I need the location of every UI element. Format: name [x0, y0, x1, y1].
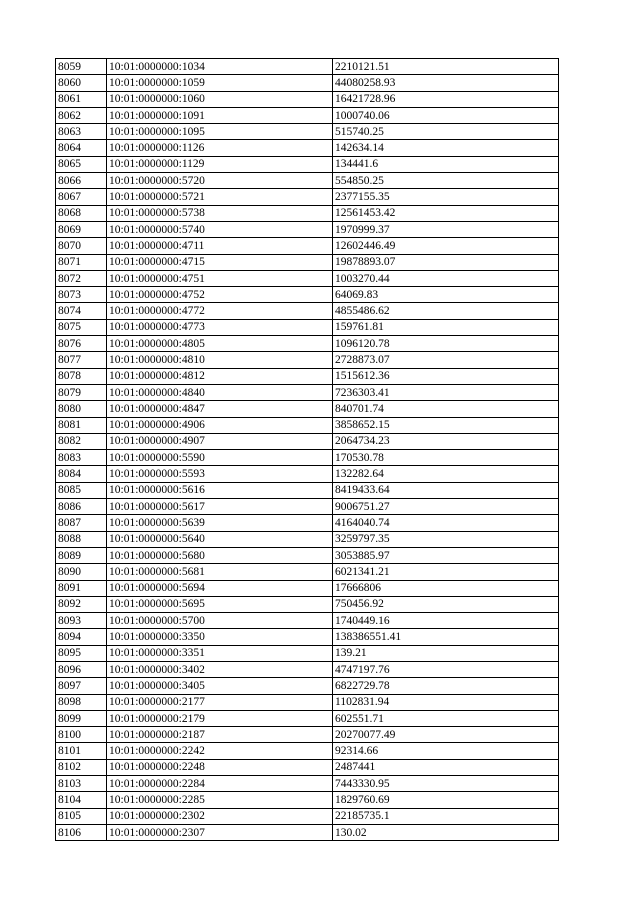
cadastral-number-cell: 10:01:0000000:4752 — [107, 287, 333, 303]
row-number-cell: 8072 — [56, 270, 107, 286]
cadastral-number-cell: 10:01:0000000:2307 — [107, 824, 333, 840]
value-cell: 12561453.42 — [333, 205, 559, 221]
table-row — [56, 515, 559, 531]
value-cell: 2728873.07 — [333, 352, 559, 368]
row-number-cell: 8070 — [56, 238, 107, 254]
row-number-cell: 8079 — [56, 384, 107, 400]
row-number-cell: 8061 — [56, 91, 107, 107]
cadastral-number-cell: 10:01:0000000:4812 — [107, 368, 333, 384]
row-number-cell: 8106 — [56, 824, 107, 840]
cadastral-number-cell: 10:01:0000000:5590 — [107, 450, 333, 466]
row-number-cell: 8062 — [56, 107, 107, 123]
value-cell: 6822729.78 — [333, 678, 559, 694]
table-row — [56, 727, 559, 743]
row-number-cell: 8063 — [56, 124, 107, 140]
cadastral-number-cell: 10:01:0000000:5738 — [107, 205, 333, 221]
table-row — [56, 352, 559, 368]
table-row — [56, 384, 559, 400]
table-row — [56, 107, 559, 123]
table-row — [56, 596, 559, 612]
table-row — [56, 564, 559, 580]
cadastral-number-cell: 10:01:0000000:2179 — [107, 710, 333, 726]
row-number-cell: 8095 — [56, 645, 107, 661]
value-cell: 16421728.96 — [333, 91, 559, 107]
row-number-cell: 8094 — [56, 629, 107, 645]
table-row — [56, 59, 559, 75]
table-row — [56, 254, 559, 270]
cadastral-number-cell: 10:01:0000000:4810 — [107, 352, 333, 368]
value-cell: 602551.71 — [333, 710, 559, 726]
cadastral-number-cell: 10:01:0000000:3350 — [107, 629, 333, 645]
cadastral-number-cell: 10:01:0000000:1129 — [107, 156, 333, 172]
table-row — [56, 645, 559, 661]
value-cell: 138386551.41 — [333, 629, 559, 645]
row-number-cell: 8084 — [56, 466, 107, 482]
table-row — [56, 336, 559, 352]
value-cell: 2210121.51 — [333, 59, 559, 75]
cadastral-number-cell: 10:01:0000000:2242 — [107, 743, 333, 759]
cadastral-number-cell: 10:01:0000000:2302 — [107, 808, 333, 824]
value-cell: 12602446.49 — [333, 238, 559, 254]
row-number-cell: 8089 — [56, 547, 107, 563]
table-body — [56, 59, 559, 841]
table-row — [56, 743, 559, 759]
table-row — [56, 173, 559, 189]
table-row — [56, 613, 559, 629]
value-cell: 515740.25 — [333, 124, 559, 140]
table-row — [56, 824, 559, 840]
cadastral-number-cell: 10:01:0000000:2248 — [107, 759, 333, 775]
cadastral-number-cell: 10:01:0000000:4773 — [107, 319, 333, 335]
cadastral-number-cell: 10:01:0000000:4840 — [107, 384, 333, 400]
cadastral-number-cell: 10:01:0000000:5694 — [107, 580, 333, 596]
row-number-cell: 8098 — [56, 694, 107, 710]
table-row — [56, 189, 559, 205]
cadastral-number-cell: 10:01:0000000:2285 — [107, 792, 333, 808]
table-row — [56, 91, 559, 107]
table-row — [56, 221, 559, 237]
value-cell: 134441.6 — [333, 156, 559, 172]
value-cell: 1515612.36 — [333, 368, 559, 384]
row-number-cell: 8086 — [56, 499, 107, 515]
row-number-cell: 8102 — [56, 759, 107, 775]
row-number-cell: 8066 — [56, 173, 107, 189]
row-number-cell: 8080 — [56, 401, 107, 417]
value-cell: 64069.83 — [333, 287, 559, 303]
cadastral-number-cell: 10:01:0000000:4751 — [107, 270, 333, 286]
value-cell: 2487441 — [333, 759, 559, 775]
cadastral-number-cell: 10:01:0000000:5720 — [107, 173, 333, 189]
value-cell: 9006751.27 — [333, 499, 559, 515]
cadastral-number-cell: 10:01:0000000:4805 — [107, 336, 333, 352]
value-cell: 4747197.76 — [333, 661, 559, 677]
row-number-cell: 8081 — [56, 417, 107, 433]
row-number-cell: 8104 — [56, 792, 107, 808]
cadastral-number-cell: 10:01:0000000:1095 — [107, 124, 333, 140]
row-number-cell: 8077 — [56, 352, 107, 368]
value-cell: 130.02 — [333, 824, 559, 840]
cadastral-number-cell: 10:01:0000000:1091 — [107, 107, 333, 123]
value-cell: 3858652.15 — [333, 417, 559, 433]
value-cell: 132282.64 — [333, 466, 559, 482]
row-number-cell: 8064 — [56, 140, 107, 156]
value-cell: 19878893.07 — [333, 254, 559, 270]
table-row — [56, 140, 559, 156]
table-row — [56, 531, 559, 547]
cadastral-number-cell: 10:01:0000000:4711 — [107, 238, 333, 254]
table-row — [56, 319, 559, 335]
cadastral-number-cell: 10:01:0000000:3351 — [107, 645, 333, 661]
row-number-cell: 8074 — [56, 303, 107, 319]
value-cell: 139.21 — [333, 645, 559, 661]
value-cell: 1102831.94 — [333, 694, 559, 710]
row-number-cell: 8087 — [56, 515, 107, 531]
cadastral-number-cell: 10:01:0000000:5700 — [107, 613, 333, 629]
cadastral-number-cell: 10:01:0000000:5681 — [107, 564, 333, 580]
value-cell: 554850.25 — [333, 173, 559, 189]
table-row — [56, 808, 559, 824]
row-number-cell: 8078 — [56, 368, 107, 384]
row-number-cell: 8105 — [56, 808, 107, 824]
value-cell: 1829760.69 — [333, 792, 559, 808]
value-cell: 92314.66 — [333, 743, 559, 759]
row-number-cell: 8090 — [56, 564, 107, 580]
table-row — [56, 401, 559, 417]
row-number-cell: 8092 — [56, 596, 107, 612]
value-cell: 6021341.21 — [333, 564, 559, 580]
row-number-cell: 8082 — [56, 433, 107, 449]
row-number-cell: 8093 — [56, 613, 107, 629]
value-cell: 142634.14 — [333, 140, 559, 156]
table-row — [56, 499, 559, 515]
cadastral-number-cell: 10:01:0000000:1034 — [107, 59, 333, 75]
row-number-cell: 8059 — [56, 59, 107, 75]
row-number-cell: 8065 — [56, 156, 107, 172]
table-row — [56, 205, 559, 221]
value-cell: 1970999.37 — [333, 221, 559, 237]
value-cell: 840701.74 — [333, 401, 559, 417]
value-cell: 1740449.16 — [333, 613, 559, 629]
cadastral-number-cell: 10:01:0000000:5695 — [107, 596, 333, 612]
value-cell: 44080258.93 — [333, 75, 559, 91]
table-row — [56, 776, 559, 792]
value-cell: 4164040.74 — [333, 515, 559, 531]
cadastral-number-cell: 10:01:0000000:5617 — [107, 499, 333, 515]
value-cell: 2377155.35 — [333, 189, 559, 205]
table-row — [56, 124, 559, 140]
row-number-cell: 8067 — [56, 189, 107, 205]
cadastral-number-cell: 10:01:0000000:5616 — [107, 482, 333, 498]
cadastral-number-cell: 10:01:0000000:4772 — [107, 303, 333, 319]
table-row — [56, 547, 559, 563]
cadastral-number-cell: 10:01:0000000:5640 — [107, 531, 333, 547]
cadastral-number-cell: 10:01:0000000:5721 — [107, 189, 333, 205]
row-number-cell: 8075 — [56, 319, 107, 335]
table-row — [56, 482, 559, 498]
value-cell: 7236303.41 — [333, 384, 559, 400]
table-row — [56, 238, 559, 254]
table-row — [56, 433, 559, 449]
table-row — [56, 75, 559, 91]
table-row — [56, 287, 559, 303]
row-number-cell: 8097 — [56, 678, 107, 694]
cadastral-number-cell: 10:01:0000000:5740 — [107, 221, 333, 237]
row-number-cell: 8085 — [56, 482, 107, 498]
cadastral-number-cell: 10:01:0000000:4715 — [107, 254, 333, 270]
cadastral-number-cell: 10:01:0000000:2187 — [107, 727, 333, 743]
table-row — [56, 270, 559, 286]
value-cell: 3259797.35 — [333, 531, 559, 547]
cadastral-number-cell: 10:01:0000000:5593 — [107, 466, 333, 482]
table-row — [56, 678, 559, 694]
table-row — [56, 629, 559, 645]
cadastral-number-cell: 10:01:0000000:2177 — [107, 694, 333, 710]
value-cell: 2064734.23 — [333, 433, 559, 449]
table-row — [56, 792, 559, 808]
row-number-cell: 8068 — [56, 205, 107, 221]
table-row — [56, 661, 559, 677]
table-row — [56, 466, 559, 482]
row-number-cell: 8088 — [56, 531, 107, 547]
value-cell: 17666806 — [333, 580, 559, 596]
table-row — [56, 303, 559, 319]
cadastral-number-cell: 10:01:0000000:5639 — [107, 515, 333, 531]
value-cell: 1096120.78 — [333, 336, 559, 352]
table-row — [56, 450, 559, 466]
cadastral-number-cell: 10:01:0000000:5680 — [107, 547, 333, 563]
table-row — [56, 417, 559, 433]
row-number-cell: 8083 — [56, 450, 107, 466]
value-cell: 3053885.97 — [333, 547, 559, 563]
value-cell: 8419433.64 — [333, 482, 559, 498]
cadastral-number-cell: 10:01:0000000:1060 — [107, 91, 333, 107]
value-cell: 750456.92 — [333, 596, 559, 612]
cadastral-number-cell: 10:01:0000000:1126 — [107, 140, 333, 156]
row-number-cell: 8099 — [56, 710, 107, 726]
value-cell: 159761.81 — [333, 319, 559, 335]
row-number-cell: 8069 — [56, 221, 107, 237]
cadastral-number-cell: 10:01:0000000:3405 — [107, 678, 333, 694]
cadastral-number-cell: 10:01:0000000:3402 — [107, 661, 333, 677]
table-row — [56, 580, 559, 596]
cadastral-number-cell: 10:01:0000000:4907 — [107, 433, 333, 449]
row-number-cell: 8101 — [56, 743, 107, 759]
table-row — [56, 710, 559, 726]
value-cell: 4855486.62 — [333, 303, 559, 319]
row-number-cell: 8103 — [56, 776, 107, 792]
row-number-cell: 8100 — [56, 727, 107, 743]
cadastral-number-cell: 10:01:0000000:4847 — [107, 401, 333, 417]
row-number-cell: 8060 — [56, 75, 107, 91]
cadastral-number-cell: 10:01:0000000:2284 — [107, 776, 333, 792]
row-number-cell: 8073 — [56, 287, 107, 303]
value-cell: 1003270.44 — [333, 270, 559, 286]
row-number-cell: 8071 — [56, 254, 107, 270]
value-cell: 20270077.49 — [333, 727, 559, 743]
table-row — [56, 156, 559, 172]
cadastral-number-cell: 10:01:0000000:1059 — [107, 75, 333, 91]
table-row — [56, 759, 559, 775]
value-cell: 1000740.06 — [333, 107, 559, 123]
table-row — [56, 694, 559, 710]
row-number-cell: 8091 — [56, 580, 107, 596]
table-row — [56, 368, 559, 384]
value-cell: 170530.78 — [333, 450, 559, 466]
data-table — [55, 58, 559, 841]
row-number-cell: 8076 — [56, 336, 107, 352]
row-number-cell: 8096 — [56, 661, 107, 677]
value-cell: 22185735.1 — [333, 808, 559, 824]
value-cell: 7443330.95 — [333, 776, 559, 792]
cadastral-number-cell: 10:01:0000000:4906 — [107, 417, 333, 433]
